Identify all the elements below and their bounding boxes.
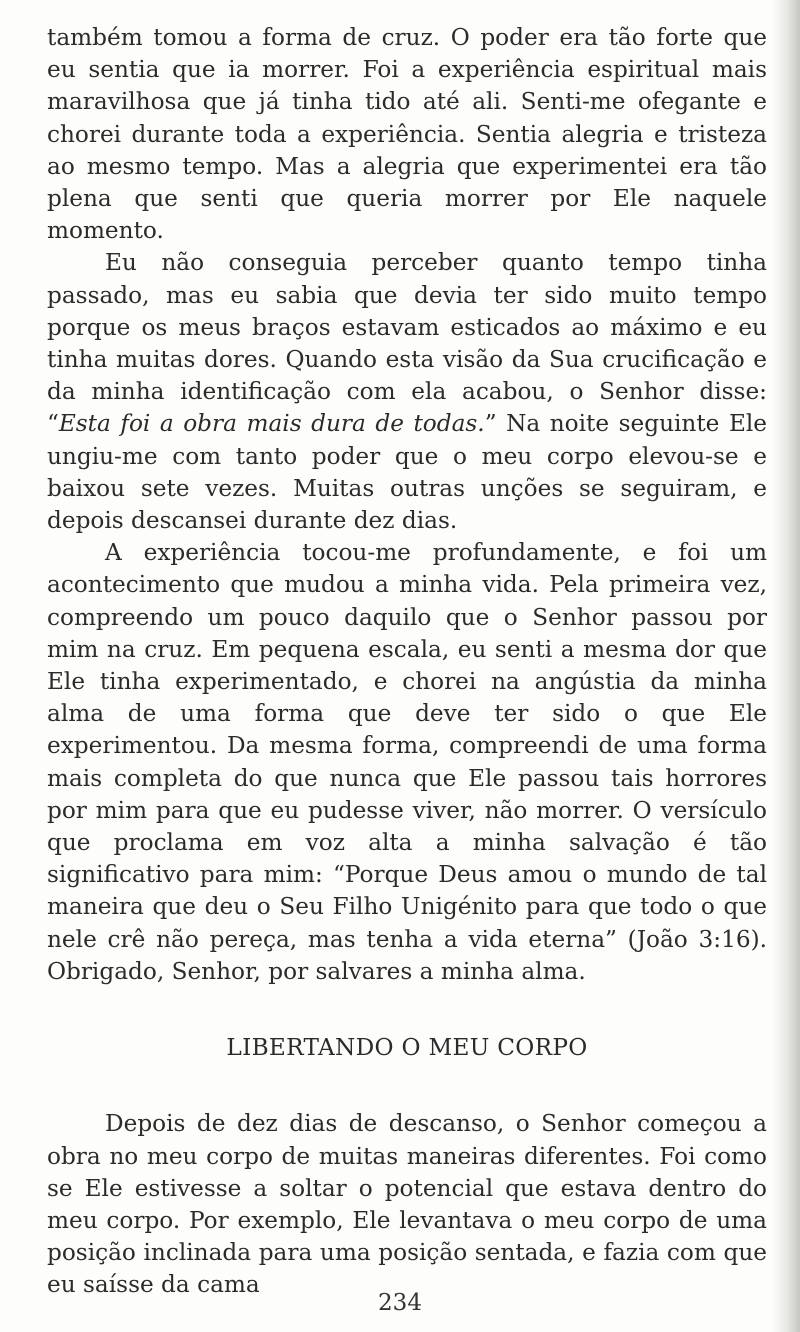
section-heading: LIBERTANDO O MEU CORPO	[226, 1034, 588, 1062]
paragraph-4: Depois de dez dias de descanso, o Senhor começou a obra no meu corpo de muitas maneiras diferentes. Foi como se Ele estivesse a soltar o potencial que estava dentro do meu corpo. Por exemplo, Ele levantava o meu corpo de uma posição inclinada para uma posição sentada, e fazia com que eu saísse da cama	[47, 1110, 767, 1299]
paragraph-2-start: Eu não conseguia perceber quanto tempo tinha passado, mas eu sabia que devia ter sido muito tempo porque os meus braços estavam esticados ao máximo e eu tinha muitas dores. Quando esta visão da Sua crucificação e da minha identificação com ela acabou, o Senhor disse: “	[47, 249, 767, 438]
paragraph-2-quote: Esta foi a obra mais dura de todas.	[58, 410, 485, 438]
paragraph-2-end: ” Na noite seguinte Ele ungiu-me com tanto poder que o meu corpo elevou-se e baixou sete vezes. Muitas outras unções se seguiram, e depois descansei durante dez dias.	[47, 410, 768, 535]
paragraph-2	[47, 247, 767, 537]
paragraph-3: A experiência tocou-me profundamente, e foi um acontecimento que mudou a minha vida. Pela primeira vez, compreendo um pouco daquilo que o Senhor passou por mim na cruz. Em pequena escala, eu senti a mesma dor que Ele tinha experimentado, e chorei na angústia da minha alma de uma forma que deve ter sido o que Ele experimentou. Da mesma forma, compreendi de uma forma mais completa do que nunca que Ele passou tais horrores por mim para que eu pudesse viver, não morrer. O versículo que proclama em voz alta a minha salvação é tão significativo para mim: “Porque Deus amou o mundo de tal maneira que deu o Seu Filho Unigénito para que todo o que nele crê não pereça, mas tenha a vida eterna” (João 3:16). Obrigado, Senhor, por salvares a minha alma.	[47, 539, 767, 985]
page-number: 234	[378, 1290, 422, 1316]
body-text	[47, 22, 767, 1302]
page-edge-shadow	[772, 0, 800, 1332]
paragraph-1: também tomou a forma de cruz. O poder era tão forte que eu sentia que ia morrer. Foi a experiência espiritual mais maravilhosa que já tinha tido até ali. Senti-me ofegante e chorei durante toda a experiência. Sentia alegria e tristeza ao mesmo tempo. Mas a alegria que experimentei era tão plena que senti que queria morrer por Ele naquele momento.	[47, 24, 767, 245]
